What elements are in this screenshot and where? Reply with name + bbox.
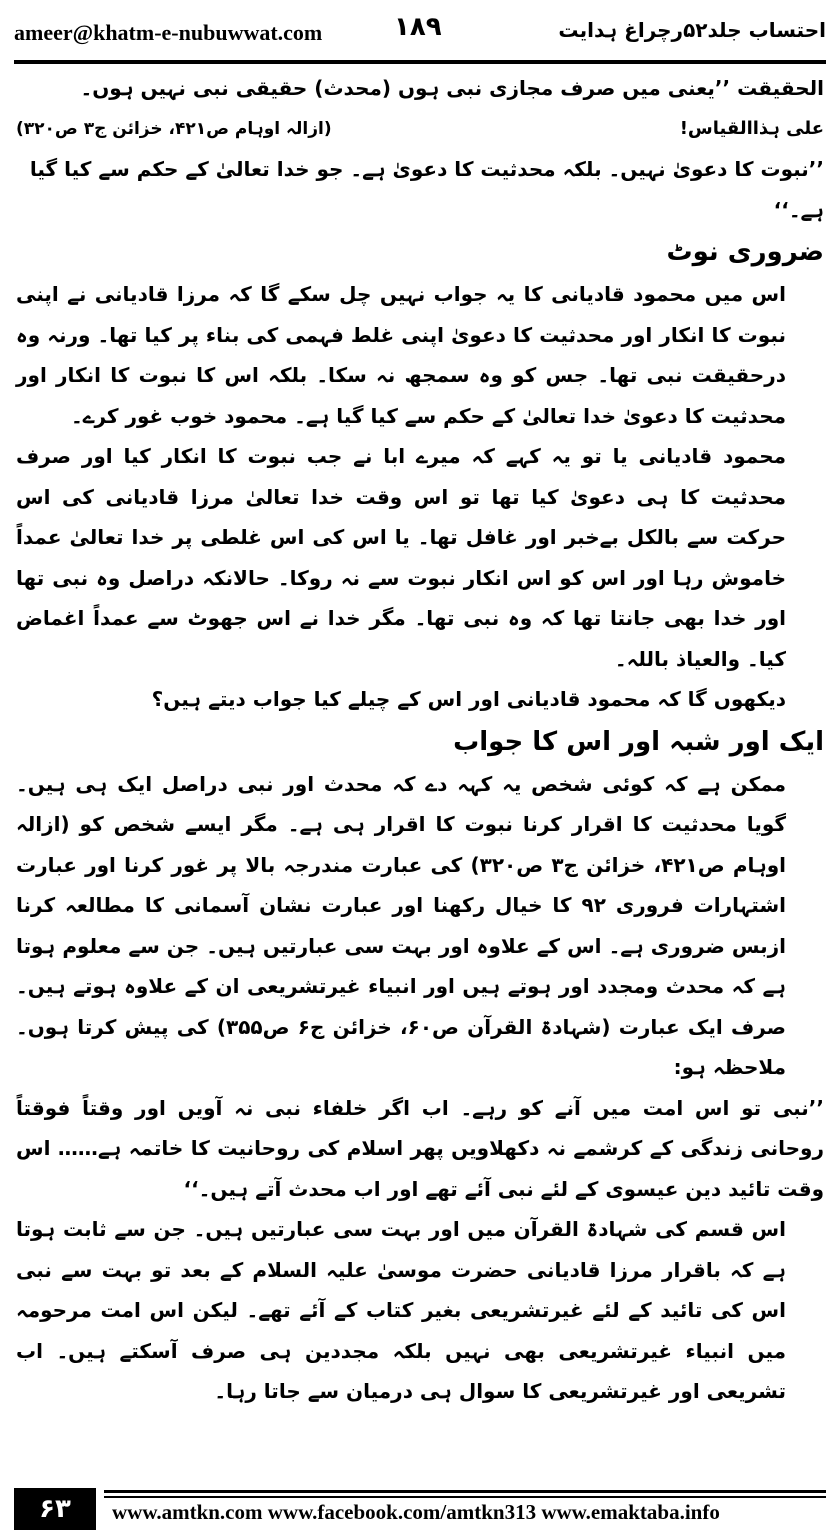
header-email: ameer@khatm-e-nubuwwat.com xyxy=(14,20,323,45)
footer-rule-thin xyxy=(104,1496,826,1498)
paragraph-1: اس میں محمود قادیانی کا یہ جواب نہیں چل سکے گا کہ مرزا قادیانی نے اپنی نبوت کا انکار اور محدثیت کا دعویٰ اپنی غلط فہمی کی بناء پر کیا تھا۔ ورنہ وہ درحقیقت نبی تھا۔ جس کو وہ سمجھ نہ سکا۔ بلکہ اس کا نبوت کا انکار اور محدثیت کا دعویٰ خدا تعالیٰ کے حکم سے کیا گیا ہے۔ محمود خوب غور کرے۔ xyxy=(16,282,786,428)
header-page-number: ۱۸۹ xyxy=(394,12,442,42)
footer-urls: www.amtkn.com www.facebook.com/amtkn313 www.emaktaba.info xyxy=(112,1500,720,1524)
footer-rule-thick xyxy=(104,1490,826,1493)
ala-hadha-text: علی ہذاالقیاس! xyxy=(679,117,824,139)
paragraph-6: اس قسم کی شہادۃ القرآن میں اور بہت سی عبارتیں ہیں۔ جن سے ثابت ہوتا ہے کہ باقرار مرزا قادیانی حضرت موسیٰ علیہ السلام کے بعد تو بہت سے نبی اس کی تائید کے لئے غیرتشریعی بغیر کتاب کے آئے تھے۔ لیکن اس امت مرحومہ میں انبیاء غیرتشریعی بھی نہیں بلکہ مجددین ہی صرف آسکتے ہیں۔ اب تشریعی اور غیرتشریعی کا سوال ہی درمیان سے جاتا رہا۔ xyxy=(16,1217,786,1403)
paragraph-4: ممکن ہے کہ کوئی شخص یہ کہہ دے کہ محدث اور نبی دراصل ایک ہی ہیں۔ گویا محدثیت کا اقرار کرنا نبوت کا اقرار ہی ہے۔ مگر ایسے شخص کو (ازالہ اوہام ص۴۲۱، خزائن ج۳ ص۳۲۰) کی عبارت مندرجہ بالا پر غور کرنا اور عبارت اشتہارات فروری ۹۲ کا خیال رکھنا اور عبارت نشان آسمانی کا مطالعہ کرنا ازبس ضروری ہے۔ اس کے علاوہ اور بہت سی عبارتیں ہیں۔ جن سے معلوم ہوتا ہے کہ محدث ومجدد اور ہوتے ہیں اور انبیاء غیرتشریعی ان کے علاوہ ہوتے ہیں۔ صرف ایک عبارت (شہادۃ القرآن ص۶۰، خزائن ج۶ ص۳۵۵) کی پیش کرتا ہوں۔ ملاحظہ ہو: xyxy=(16,771,786,1079)
text-line-1: الحقیقت ’’یعنی میں صرف مجازی نبی ہوں (محدث) حقیقی نبی نہیں ہوں۔ xyxy=(80,76,824,100)
quote-line: ’’نبوت کا دعویٰ نہیں۔ بلکہ محدثیت کا دعویٰ ہے۔ جو خدا تعالیٰ کے حکم سے کیا گیا ہے۔‘‘ xyxy=(29,157,824,222)
page-body xyxy=(16,68,824,1412)
heading-zaroori-note: ضروری نوٹ xyxy=(666,237,824,267)
page-header xyxy=(14,12,826,56)
reference-line xyxy=(16,109,824,150)
footer-page-marker: ۶۳ xyxy=(14,1488,96,1530)
header-rule xyxy=(14,60,826,64)
page-footer xyxy=(14,1488,826,1534)
paragraph-2: محمود قادیانی یا تو یہ کہے کہ میرے ابا نے جب نبوت کا انکار کیا اور صرف محدثیت کا ہی دعویٰ کیا تھا تو اس وقت خدا تعالیٰ مرزا قادیانی کی اس حرکت سے بالکل بےخبر اور غافل تھا۔ یا اس کی اس غلطی پر خدا تعالیٰ عمداً خاموش رہا اور اس کو اس انکار نبوت سے نہ روکا۔ حالانکہ دراصل وہ نبی تھا اور خدا بھی جانتا تھا کہ وہ نبی تھا۔ مگر خدا نے اس جھوٹ سے عمداً اغماض کیا۔ والعیاذ باللہ۔ xyxy=(16,444,786,671)
citation-izala: (ازالہ اوہام ص۴۲۱، خزائن ج۳ ص۳۲۰) xyxy=(16,118,332,139)
paragraph-3: دیکھوں گا کہ محمود قادیانی اور اس کے چیلے کیا جواب دیتے ہیں؟ xyxy=(151,687,786,711)
heading-shubha: ایک اور شبہ اور اس کا جواب xyxy=(453,726,824,757)
paragraph-5-quote: ’’نبی تو اس امت میں آنے کو رہے۔ اب اگر خلفاء نبی نہ آویں اور وقتاً فوقتاً روحانی زندگی کے کرشمے نہ دکھلاویں پھر اسلام کی روحانیت کا خاتمہ ہے…… اس وقت تائید دین عیسوی کے لئے نبی آئے تھے اور اب محدث آتے ہیں۔‘‘ xyxy=(16,1095,824,1201)
header-book-title: احتساب جلد۵۲رچراغ ہدایت xyxy=(558,18,826,42)
